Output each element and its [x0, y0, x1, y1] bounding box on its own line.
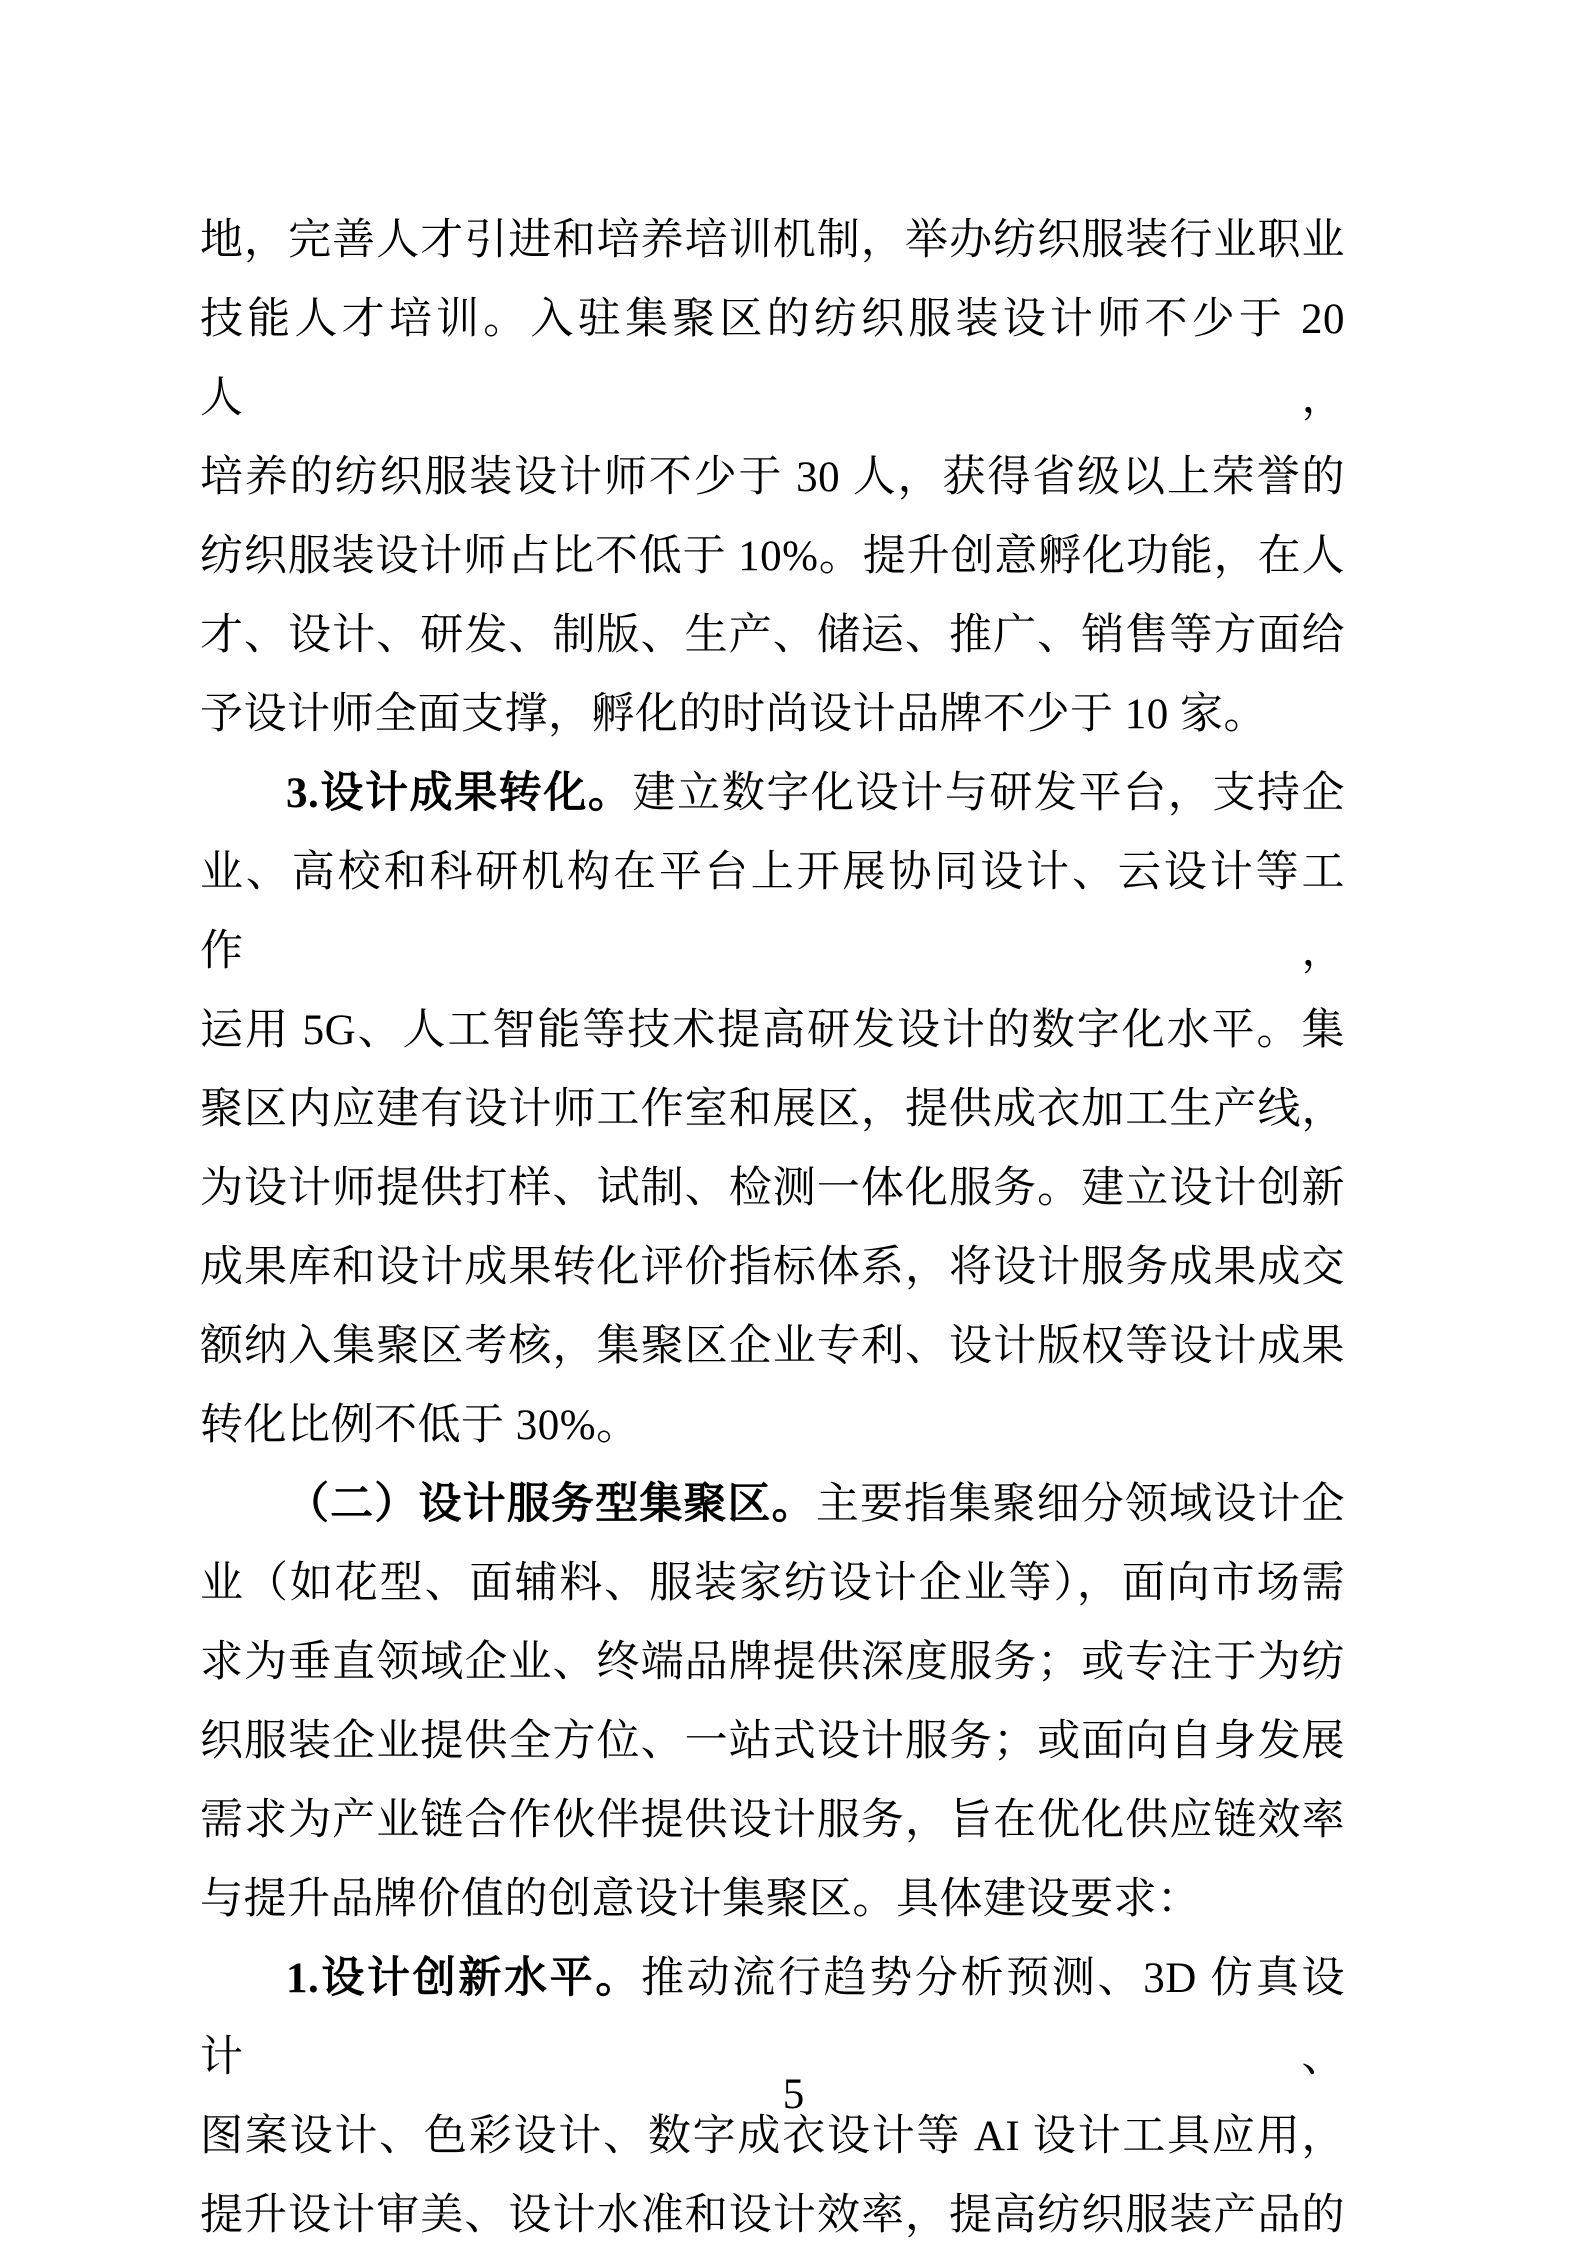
text-line	[200, 754, 1345, 833]
text-line	[200, 833, 1345, 991]
line-text: 主要指集聚细分领域设计企	[815, 1481, 1346, 1528]
text-line	[200, 1781, 1345, 1860]
line-text: 额纳入集聚区考核，集聚区企业专利、设计版权等设计成果	[200, 1323, 1345, 1370]
line-text: 业、高校和科研机构在平台上开展协同设计、云设计等工作，	[200, 849, 1345, 975]
line-text: 建立数字化设计与研发平台，支持企	[632, 770, 1346, 817]
text-line	[200, 201, 1345, 280]
text-line	[200, 1860, 1345, 1939]
document-text-block	[200, 201, 1357, 2255]
paragraph-lead-bold: 3.设计成果转化。	[286, 770, 633, 817]
text-line	[200, 438, 1345, 517]
line-text: 予设计师全面支撑，孵化的时尚设计品牌不少于 10 家。	[200, 691, 1267, 738]
line-text: 才、设计、研发、制版、生产、储运、推广、销售等方面给	[200, 612, 1345, 659]
text-line	[200, 1544, 1345, 1623]
text-line	[200, 2176, 1345, 2255]
text-line	[200, 1623, 1345, 1702]
paragraph-lead-bold: （二）设计服务型集聚区。	[286, 1481, 816, 1528]
text-line	[200, 596, 1345, 675]
line-text: 转化比例不低于 30%。	[200, 1402, 640, 1449]
line-text: 需求为产业链合作伙伴提供设计服务，旨在优化供应链效率	[200, 1797, 1345, 1844]
text-line	[200, 1386, 1345, 1465]
line-text: 为设计师提供打样、试制、检测一体化服务。建立设计创新	[200, 1165, 1345, 1212]
line-text: 地，完善人才引进和培养培训机制，举办纺织服装行业职业	[200, 217, 1345, 264]
line-text: 纺织服装设计师占比不低于 10%。提升创意孵化功能，在人	[200, 533, 1345, 580]
line-text: 与提升品牌价值的创意设计集聚区。具体建设要求：	[200, 1876, 1201, 1923]
page-number: 5	[782, 2071, 805, 2118]
line-text: 培养的纺织服装设计师不少于 30 人，获得省级以上荣誉的	[200, 454, 1345, 501]
line-text: 求为垂直领域企业、终端品牌提供深度服务；或专注于为纺	[200, 1639, 1345, 1686]
line-text: 业（如花型、面辅料、服装家纺设计企业等），面向市场需	[200, 1560, 1345, 1607]
text-line	[200, 1228, 1345, 1307]
line-text: 提升设计审美、设计水准和设计效率，提高纺织服装产品的	[200, 2192, 1345, 2239]
line-text: 图案设计、色彩设计、数字成衣设计等 AI 设计工具应用，	[200, 2113, 1345, 2160]
text-line	[200, 1070, 1345, 1149]
text-line	[200, 1702, 1345, 1781]
text-line	[200, 517, 1345, 596]
line-text: 聚区内应建有设计师工作室和展区，提供成衣加工生产线，	[200, 1086, 1345, 1133]
text-line	[200, 675, 1345, 754]
text-line	[200, 991, 1345, 1070]
line-text: 织服装企业提供全方位、一站式设计服务；或面向自身发展	[200, 1718, 1345, 1765]
line-text: 技能人才培训。入驻集聚区的纺织服装设计师不少于 20 人，	[200, 296, 1357, 422]
line-text: 运用 5G、人工智能等技术提高研发设计的数字化水平。集	[200, 1007, 1345, 1054]
line-text: 推动流行趋势分析预测、3D 仿真设计、	[200, 1955, 1345, 2081]
text-line	[200, 1149, 1345, 1228]
text-line	[200, 1465, 1345, 1544]
line-text: 成果库和设计成果转化评价指标体系，将设计服务成果成交	[200, 1244, 1345, 1291]
text-line	[200, 280, 1357, 438]
text-line	[200, 1307, 1345, 1386]
paragraph-lead-bold: 1.设计创新水平。	[286, 1955, 641, 2002]
